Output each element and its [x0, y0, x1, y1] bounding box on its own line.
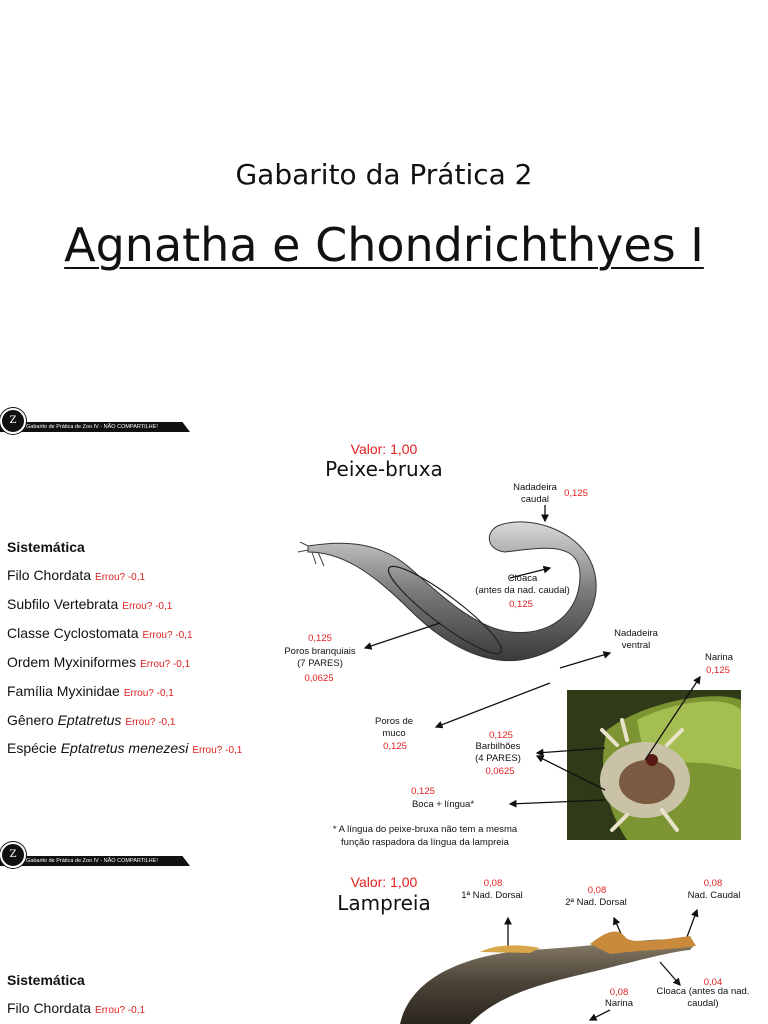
label-cloaca-lampreia: Cloaca (antes da nad. caudal) [656, 986, 750, 1009]
score-nad-caudal: 0,125 [564, 488, 588, 499]
label-nad-ventral: Nadadeira ventral [614, 628, 658, 651]
page-title-text: Agnatha e Chondrichthyes I [64, 218, 704, 272]
taxon-label: Família Myxinidae [7, 683, 120, 699]
page-subtitle: Gabarito da Prática 2 [235, 158, 533, 191]
label-nad-caudal: Nadadeira caudal [513, 482, 557, 505]
penalty-label: Errou? -0,1 [125, 717, 176, 728]
score-dorsal1: 0,08 [483, 878, 503, 889]
penalty-label: Errou? -0,1 [122, 601, 173, 612]
label-boca-lingua: Boca + língua* [411, 799, 475, 810]
sistematica-heading: Sistemática [7, 539, 85, 555]
valor-label: Valor: 1,00 [350, 874, 418, 890]
taxon-name: Eptatretus [57, 712, 122, 728]
label-caudal: Nad. Caudal [687, 890, 741, 901]
species-title: Peixe-bruxa [325, 457, 443, 481]
sistematica-row [7, 1000, 145, 1016]
banner-text: Gabarito de Prática de Zoo IV - NÃO COMPARTILHE! [26, 858, 158, 864]
logo-icon: Z [0, 842, 26, 868]
score-poros-branquiais: 0,125 [308, 633, 332, 644]
taxon-label: Subfilo Vertebrata [7, 596, 119, 612]
species-title: Lampreia [337, 891, 431, 915]
label-dorsal1: 1ª Nad. Dorsal [461, 890, 523, 901]
taxon-rank: Gênero [7, 712, 58, 728]
label-narina-lampreia: Narina [605, 998, 633, 1009]
score-cloaca-lampreia: 0,04 [703, 977, 723, 988]
label-cloaca: Cloaca (antes da nad. caudal) [475, 573, 570, 596]
score-narina-lampreia: 0,08 [609, 987, 629, 998]
score-poros-muco: 0,125 [383, 741, 407, 752]
score-caudal: 0,08 [703, 878, 723, 889]
label-poros-muco: Poros de muco [374, 716, 414, 739]
sistematica-heading: Sistemática [7, 972, 85, 988]
taxon-name: Eptatretus menezesi [60, 740, 189, 756]
footnote: * A língua do peixe-bruxa não tem a mesma função raspadora da língua da lampreia [332, 824, 518, 848]
taxon-label: Classe Cyclostomata [7, 625, 139, 641]
score-barbilhoes-pares: 0,0625 [485, 766, 515, 777]
penalty-label: Errou? -0,1 [142, 630, 193, 641]
valor-label: Valor: 1,00 [350, 441, 418, 457]
penalty-label: Errou? -0,1 [123, 688, 174, 699]
slide-banner [0, 842, 192, 866]
taxon-label: Filo Chordata [7, 1000, 92, 1016]
banner-text: Gabarito de Prática de Zoo IV - NÃO COMPARTILHE! [26, 424, 158, 430]
taxon-rank: Espécie [7, 740, 61, 756]
score-boca: 0,125 [411, 786, 435, 797]
score-barbilhoes: 0,125 [489, 730, 513, 741]
label-barbilhoes: Barbilhões (4 PARES) [475, 741, 521, 764]
penalty-label: Errou? -0,1 [140, 659, 191, 670]
label-dorsal2: 2ª Nad. Dorsal [565, 897, 627, 908]
label-poros-branquiais: Poros branquiais (7 PARES) [284, 646, 356, 669]
penalty-label: Errou? -0,1 [95, 572, 146, 583]
taxon-label: Ordem Myxiniformes [7, 654, 137, 670]
score-cloaca: 0,125 [509, 599, 533, 610]
penalty-label: Errou? -0,1 [192, 745, 243, 756]
score-narina: 0,125 [706, 665, 730, 676]
score-poros-branquiais-pares: 0,0625 [304, 673, 334, 684]
taxon-label: Filo Chordata [7, 567, 92, 583]
label-narina: Narina [705, 652, 733, 663]
penalty-label: Errou? -0,1 [95, 1005, 146, 1016]
logo-icon: Z [0, 408, 26, 434]
score-dorsal2: 0,08 [587, 885, 607, 896]
